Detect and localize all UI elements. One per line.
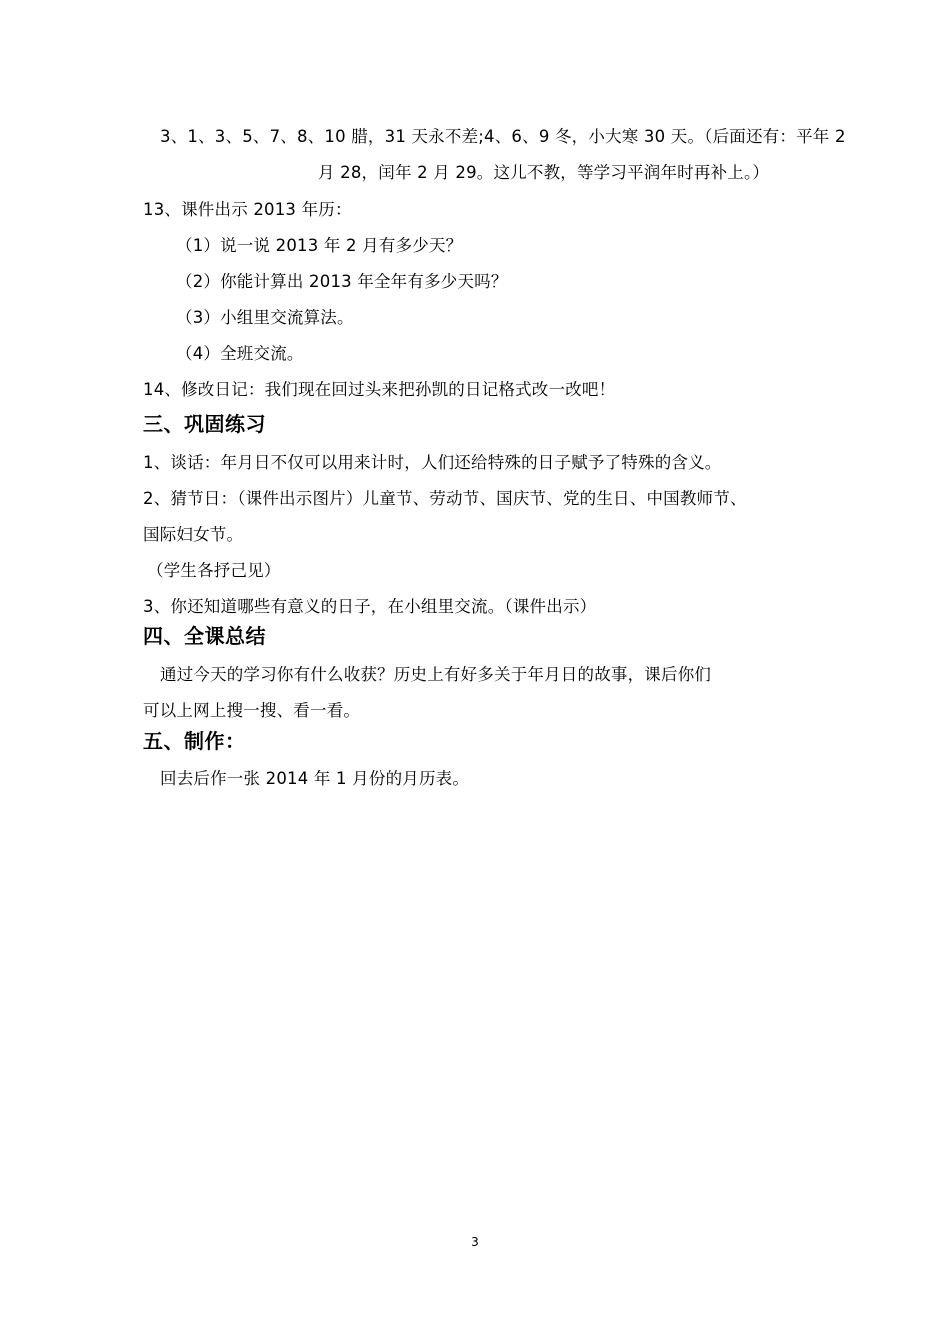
step-14-line: 14、修改日记：我们现在回过头来把孙凯的日记格式改一改吧！ bbox=[143, 380, 616, 399]
practice-item-2-continued: 国际妇女节。 bbox=[143, 525, 244, 544]
sub-question-2: （2）你能计算出 2013 年全年有多少天吗？ bbox=[176, 272, 508, 291]
summary-line-1: 通过今天的学习你有什么收获？历史上有好多关于年月日的故事，课后你们 bbox=[160, 665, 712, 684]
summary-line-2: 可以上网上搜一搜、看一看。 bbox=[143, 701, 361, 720]
practice-item-3: 3、你还知道哪些有意义的日子，在小组里交流。（课件出示） bbox=[143, 597, 597, 616]
rhyme-line-2: 月 28，闰年 2 月 29。这儿不教，等学习平润年时再补上。） bbox=[318, 163, 770, 182]
make-line: 回去后作一张 2014 年 1 月份的月历表。 bbox=[160, 769, 470, 788]
section-heading-summary: 四、全课总结 bbox=[143, 624, 266, 648]
student-note: （学生各抒己见） bbox=[147, 561, 281, 580]
page-number: 3 bbox=[471, 1235, 479, 1249]
rhyme-line-1: 3、1、3、5、7、8、10 腊，31 天永不差;4、6、9 冬，小大寒 30 天。（后面还有：平年 2 bbox=[160, 127, 846, 146]
practice-item-2: 2、猜节日：（课件出示图片）儿童节、劳动节、国庆节、党的生日、中国教师节、 bbox=[143, 489, 747, 508]
section-heading-make: 五、制作： bbox=[143, 729, 246, 753]
sub-question-4: （4）全班交流。 bbox=[176, 344, 304, 363]
section-heading-practice: 三、巩固练习 bbox=[143, 412, 266, 436]
practice-item-1: 1、谈话：年月日不仅可以用来计时，人们还给特殊的日子赋予了特殊的含义。 bbox=[143, 453, 722, 472]
sub-question-1: （1）说一说 2013 年 2 月有多少天？ bbox=[176, 236, 463, 255]
step-13-line: 13、课件出示 2013 年历： bbox=[143, 200, 352, 219]
sub-question-3: （3）小组里交流算法。 bbox=[176, 308, 354, 327]
